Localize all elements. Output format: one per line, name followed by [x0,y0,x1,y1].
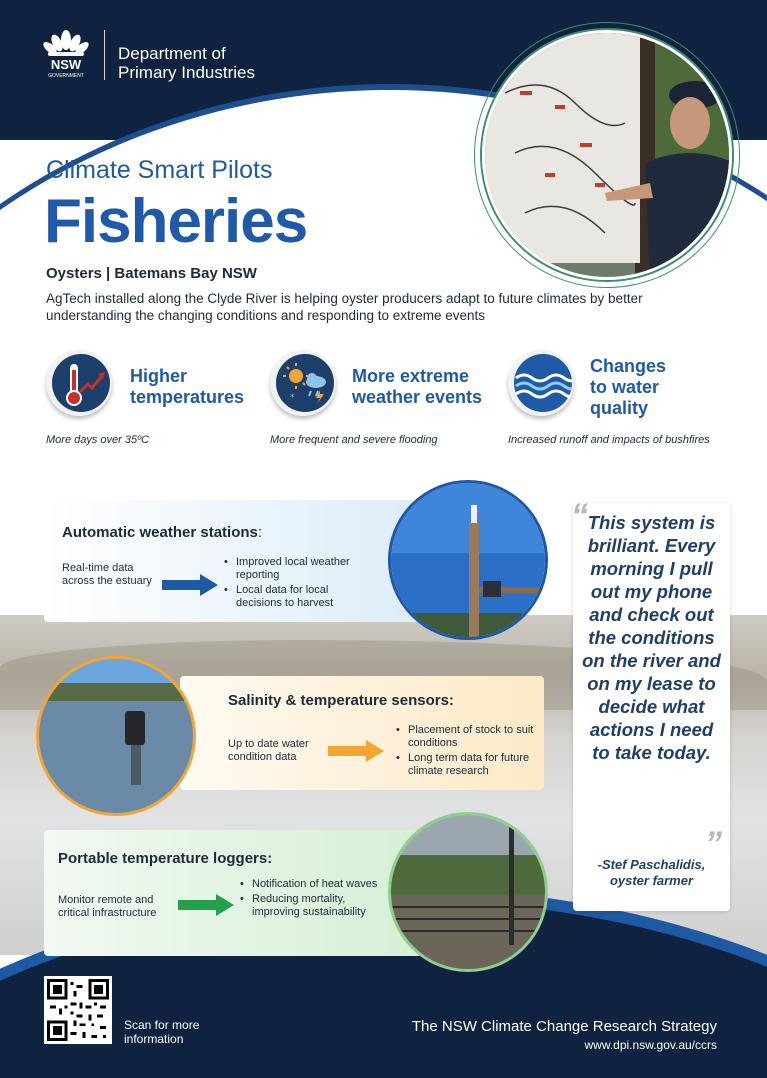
impact-icon-frame [46,350,112,416]
card-temperature-loggers [44,830,424,956]
hero-photo-farmer-with-map [482,30,732,280]
weather-icon [276,354,334,412]
photo-weather-station [388,480,548,640]
card-left-text: Real-time data across the estuary [62,562,152,587]
close-quote-icon: ” [705,825,722,863]
strategy-url-link[interactable]: www.dpi.nsw.gov.au/ccrs [584,1038,717,1052]
nsw-waratah-logo [40,26,92,80]
quote-author: -Stef Paschalidis, oyster farmer [597,857,706,888]
impact-note: More days over 35ºC [46,434,150,446]
card-bullets: • Placement of stock to suit conditions • Long term data for future climate research [396,724,536,780]
impact-extreme-weather [270,350,500,450]
green-arrow-icon [178,894,234,916]
logo-subtext: GOVERNMENT [48,73,84,79]
strategy-title: The NSW Climate Change Research Strategy [411,1018,717,1035]
photo-salinity-sensor [36,656,196,816]
card-salinity-sensors [180,676,544,790]
card-left-text: Up to date water condition data [228,738,309,763]
photo-temperature-logger [388,812,548,972]
impact-water-quality [508,350,738,450]
quote-text: This system is brilliant. Every morning I pull out my phone and check out the conditions on the river and on my lease to decide what actions I need to take today. [582,512,721,763]
water-waves-icon [514,354,572,412]
logo-wordmark: NSW [50,57,82,72]
thermometer-icon [52,354,110,412]
department-line1: Department of [118,44,226,63]
svg-text:*: * [290,393,295,403]
intro-paragraph: AgTech installed along the Clyde River is helping oyster producers adapt to future climates by better understanding the changing conditions and responding to extreme events [46,291,643,323]
impact-icon-frame [508,350,574,416]
impact-label: More extreme weather events [352,366,483,407]
quote-box [571,497,730,911]
open-quote-icon: “ [571,497,588,535]
impact-higher-temperatures [46,350,261,450]
card-title: Portable temperature loggers: [58,850,273,867]
department-line2: Primary Industries [118,63,255,82]
card-left-text: Monitor remote and critical infrastructure [58,894,157,919]
impact-note: More frequent and severe flooding [270,434,438,446]
orange-arrow-icon [328,740,384,762]
logo-divider [104,30,105,80]
card-bullets: • Improved local weather reporting • Local data for local decisions to harvest [224,556,374,612]
card-title: Salinity & temperature sensors: [228,692,454,709]
impact-label: Higher temperatures [130,366,245,407]
page-title: Fisheries [44,187,308,256]
qr-code[interactable] [44,976,112,1044]
card-weather-stations [44,500,424,622]
impact-icon-frame [270,350,336,416]
blue-arrow-icon [162,574,218,596]
card-bullets: • Notification of heat waves • Reducing mortality, improving sustainability [240,878,390,921]
location-line: Oysters | Batemans Bay NSW [46,265,257,282]
impact-note: Increased runoff and impacts of bushfires [508,434,710,446]
scan-prompt: Scan for more information [124,1018,200,1046]
program-subtitle: Climate Smart Pilots [46,156,273,184]
impact-label: Changes to water quality [590,356,667,418]
department-name [118,44,255,82]
card-title: Automatic weather stations: [62,524,263,541]
